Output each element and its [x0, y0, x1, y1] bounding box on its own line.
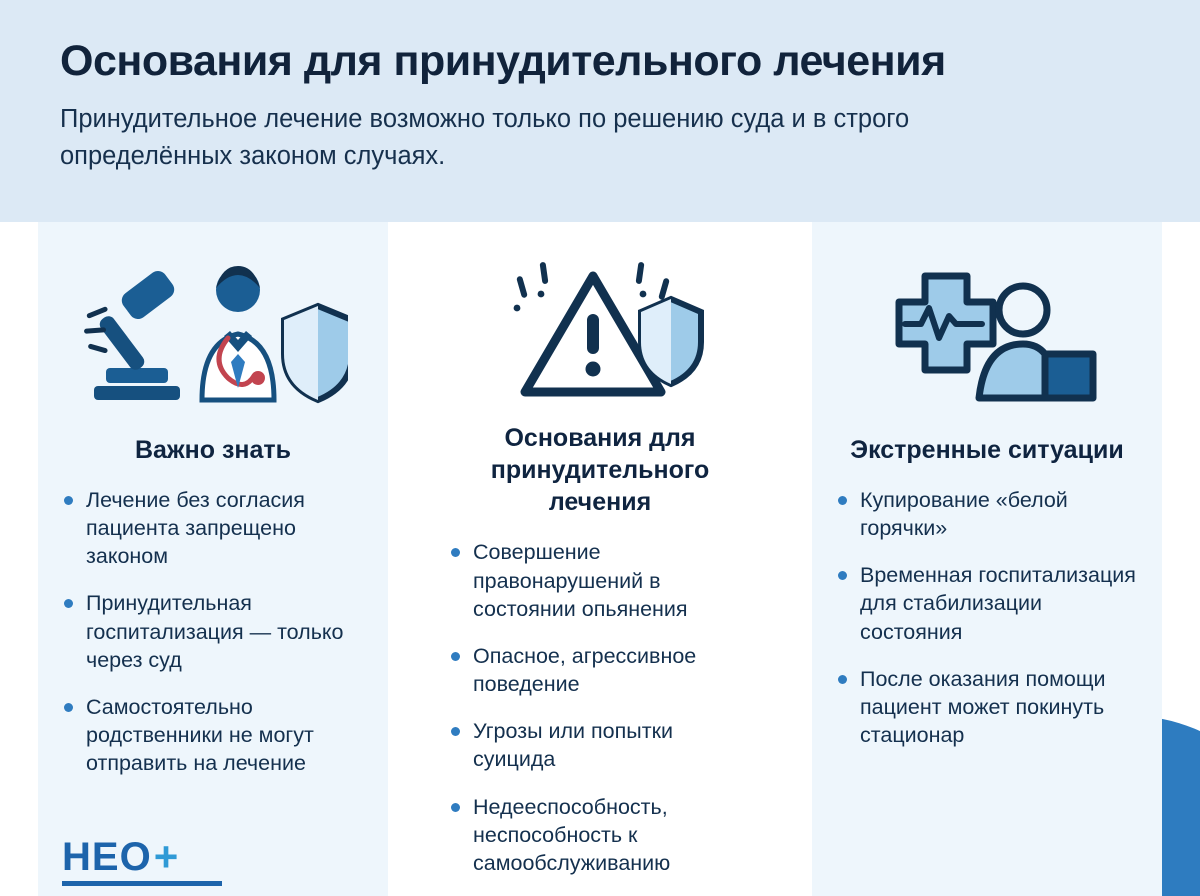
list-item: Недееспособность, неспособность к самообслуживанию — [447, 793, 753, 877]
list-item: Угрозы или попытки суицида — [447, 717, 753, 773]
list-item: Самостоятельно родственники не могут отправить на лечение — [60, 693, 366, 777]
card-title: Основания для принудительного лечения — [490, 424, 710, 517]
logo-underline — [62, 881, 222, 886]
list-item: Купирование «белой горячки» — [834, 486, 1140, 542]
bullet-list — [834, 486, 1140, 768]
logo — [62, 833, 180, 880]
medical-cross-pulse-patient-icon — [867, 248, 1107, 428]
header-banner — [0, 0, 1200, 222]
bullet-list — [447, 538, 753, 896]
logo-plus-icon: + — [153, 833, 180, 880]
card-title: Экстренные ситуации — [850, 436, 1124, 464]
page-title: Основания для принудительного лечения — [60, 37, 946, 85]
card-title: Важно знать — [134, 436, 292, 464]
list-item: Совершение правонарушений в состоянии опьянения — [447, 538, 753, 622]
card-important-to-know — [38, 222, 388, 896]
bullet-list — [60, 486, 366, 796]
logo-text: НЕО — [62, 835, 152, 879]
gavel-doctor-shield-icon — [78, 248, 348, 428]
list-item: Принудительная госпитализация — только через суд — [60, 589, 366, 673]
list-item: После оказания помощи пациент может покинуть стационар — [834, 665, 1140, 749]
card-grounds-for-treatment — [425, 222, 775, 896]
list-item: Лечение без согласия пациента запрещено законом — [60, 486, 366, 570]
warning-triangle-shield-icon — [485, 248, 715, 416]
list-item: Опасное, агрессивное поведение — [447, 642, 753, 698]
columns-container — [0, 222, 1200, 896]
page-subtitle: Принудительное лечение возможно только по решению суда и в строго определённых законом случаях. — [60, 105, 910, 170]
list-item: Временная госпитализация для стабилизации состояния — [834, 561, 1140, 645]
card-emergency-situations — [812, 222, 1162, 896]
